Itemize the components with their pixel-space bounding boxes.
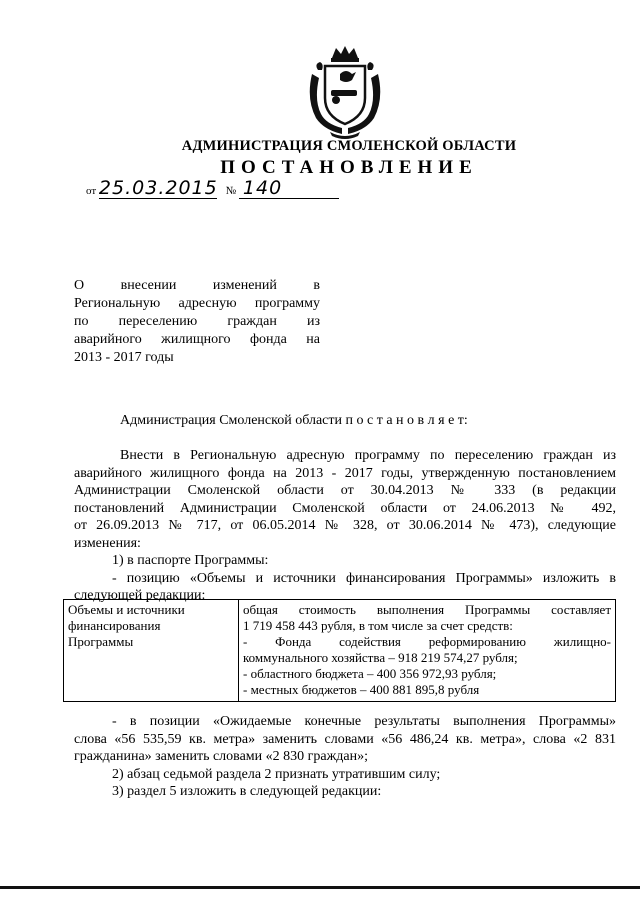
table-label-cell	[64, 600, 239, 702]
table-label-line: финансирования	[68, 618, 161, 633]
page-bottom-rule	[0, 886, 640, 889]
coat-of-arms-emblem	[302, 44, 388, 140]
item-1-sub-line: - позицию «Объемы и источники финансирования Программы» изложить в	[112, 570, 616, 586]
table-label-line: Объемы и источники	[68, 602, 185, 617]
financing-table	[63, 599, 616, 702]
number-prefix: №	[225, 185, 237, 197]
date-prefix: от	[86, 185, 97, 197]
table-value-line: коммунального хозяйства – 918 219 574,27 рубля;	[243, 650, 518, 665]
table-value-line: 1 719 458 443 рубля, в том числе за счет средств:	[243, 618, 513, 633]
subject-line: по переселению граждан из	[74, 314, 320, 329]
paragraph-line: слова «56 535,59 кв. метра» заменить словами «56 486,24 кв. метра», слова «2 831	[74, 731, 616, 747]
subject-line: аварийного жилищного фонда на	[74, 332, 320, 347]
table-value-cell	[239, 600, 616, 702]
paragraph-amendment	[74, 447, 616, 605]
handwritten-date: 25.03.2015	[98, 177, 218, 199]
subject-line: Региональную адресную программу	[74, 296, 320, 311]
paragraph-line: - в позиции «Ожидаемые конечные результаты выполнения Программы»	[112, 714, 616, 729]
paragraph-line: изменения:	[74, 535, 141, 551]
paragraph-line: Администрации Смоленской области от 30.04.2013 № 333 (в редакции	[74, 483, 616, 498]
item-1-sub-line: следующей редакции:	[74, 588, 206, 603]
table-value-line: - Фонда содействия реформированию жилищно-	[243, 634, 611, 649]
subject-line: О внесении изменений в	[74, 278, 320, 293]
paragraph-line: аварийного жилищного фонда на 2013 - 2017 годы, утвержденную постановлением	[74, 465, 616, 481]
paragraph-line: гражданина» заменить словами «2 830 граждан»;	[74, 749, 368, 764]
paragraph-line: Внести в Региональную адресную программу по переселению граждан из	[120, 448, 616, 463]
paragraph-line: постановлений Администрации Смоленской области от 24.06.2013 № 492,	[74, 500, 616, 516]
subject-line: 2013 - 2017 годы	[74, 350, 174, 365]
document-type-title: ПОСТАНОВЛЕНИЕ	[220, 157, 478, 178]
paragraph-line: от 26.09.2013 № 717, от 06.05.2014 № 328, от 30.06.2014 № 473), следующие	[74, 518, 616, 533]
table-value-line: - местных бюджетов – 400 881 895,8 рубля	[243, 682, 480, 697]
table-label-line: Программы	[68, 634, 134, 649]
decree-opening: Администрация Смоленской области п о с т а н о в л я е т:	[120, 413, 468, 428]
handwritten-number: 140	[239, 178, 339, 199]
date-number-line	[86, 178, 339, 199]
item-3: 3) раздел 5 изложить в следующей редакции:	[112, 784, 382, 799]
document-subject	[74, 277, 320, 367]
table-value-line: - областного бюджета – 400 356 972,93 рубля;	[243, 666, 497, 681]
table-row	[64, 600, 616, 702]
item-1: 1) в паспорте Программы:	[112, 553, 269, 568]
item-1-second-subitem	[74, 713, 616, 801]
item-2: 2) абзац седьмой раздела 2 признать утратившим силу;	[112, 766, 441, 782]
administration-title: АДМИНИСТРАЦИЯ СМОЛЕНСКОЙ ОБЛАСТИ	[181, 138, 517, 154]
table-value-line: общая стоимость выполнения Программы составляет	[243, 602, 611, 617]
